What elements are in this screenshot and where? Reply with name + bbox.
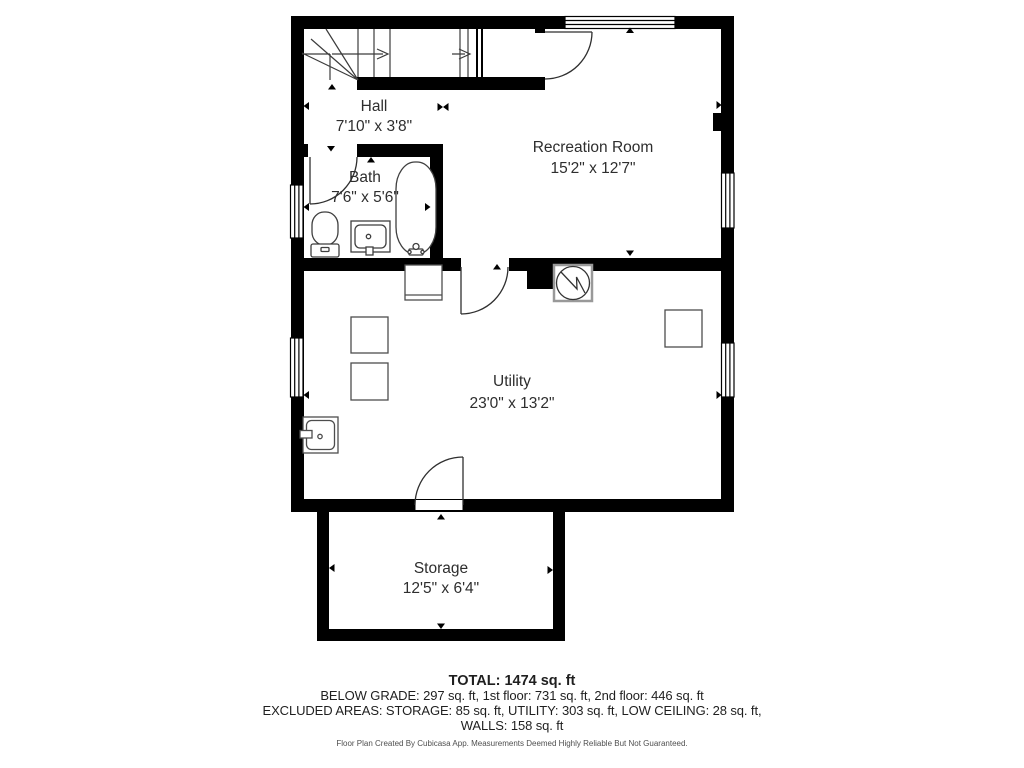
counter-appliance (405, 265, 442, 300)
wall-storage-left (317, 512, 329, 641)
room-dimensions: 15'2" x 12'7" (550, 160, 636, 177)
wall-stair-stub-top (535, 29, 545, 33)
marker-left-icon (304, 391, 310, 399)
marker-up-icon (437, 514, 445, 520)
walls-area-text: WALLS: 158 sq. ft (460, 717, 564, 733)
marker-left-icon (304, 203, 310, 211)
room-label-recreation (533, 139, 654, 177)
room-label-storage (403, 560, 479, 597)
marker-down-icon (626, 251, 634, 257)
wall-bath-top-a (291, 144, 308, 157)
marker-down-icon (437, 624, 445, 630)
disclaimer-text: Floor Plan Created By Cubicasa App. Measurements Deemed Highly Reliable But Not Guaranteed. (336, 739, 688, 749)
room-label-utility (469, 373, 554, 412)
window-right-recreation (722, 173, 735, 228)
marker-up-icon (493, 264, 501, 270)
appliance-square (351, 363, 388, 400)
wall-storage-right (553, 512, 565, 641)
marker-down-icon (327, 146, 335, 152)
window-right-utility (722, 343, 735, 397)
marker-up-icon (367, 157, 375, 163)
stair-direction-arrows (332, 49, 470, 59)
appliance-square (665, 310, 702, 347)
bathtub-icon (396, 162, 436, 255)
toilet-icon (311, 212, 339, 257)
door-stairs-to-recreation (545, 32, 592, 79)
laundry-tub-icon (300, 417, 338, 453)
marker-up-icon (328, 84, 336, 90)
area-summary (0, 673, 1024, 748)
excluded-areas-text: EXCLUDED AREAS: STORAGE: 85 sq. ft, UTILITY: 303 sq. ft, LOW CEILING: 28 sq. ft, (262, 702, 762, 718)
room-name: Bath (349, 169, 381, 186)
sink-icon (351, 221, 390, 255)
wall-storage-bottom (317, 629, 565, 641)
marker-right-icon (717, 391, 722, 399)
room-dimensions: 23'0" x 13'2" (469, 395, 555, 412)
room-label-hall (336, 98, 412, 135)
room-dimensions: 12'5" x 6'4" (402, 580, 480, 597)
room-name: Storage (413, 560, 469, 577)
room-dimensions: 7'10" x 3'8" (335, 118, 413, 135)
room-label-bath (331, 169, 399, 206)
marker-right-icon (548, 566, 554, 574)
total-area-text: TOTAL: 1474 sq. ft (448, 673, 576, 689)
window-top-recreation (565, 17, 675, 29)
wall-stair-stub-bottom (535, 79, 545, 90)
appliance-square (351, 317, 388, 353)
stair-divider (477, 29, 482, 77)
window-left-utility (291, 338, 304, 397)
marker-double-icon (438, 103, 449, 111)
stair-treads (358, 29, 468, 77)
wall-bump (713, 113, 722, 131)
water-heater-icon (554, 265, 592, 301)
marker-left-icon (329, 564, 335, 572)
chimney-block (527, 262, 553, 289)
marker-right-icon (717, 101, 722, 109)
room-dimensions: 7'6" x 5'6" (331, 189, 399, 206)
wall-hall-top (357, 77, 545, 90)
utility-fixtures (300, 265, 702, 453)
room-name: Utility (493, 373, 531, 390)
room-name: Hall (360, 98, 388, 115)
window-left-bath (291, 185, 304, 238)
stairs (302, 29, 482, 80)
door-recreation-to-utility (461, 267, 508, 314)
wall-bottom (291, 499, 734, 512)
below-grade-text: BELOW GRADE: 297 sq. ft, 1st floor: 731 sq. ft, 2nd floor: 446 sq. ft (320, 688, 704, 703)
marker-left-icon (304, 102, 310, 110)
room-name: Recreation Room (532, 139, 654, 156)
door-utility-to-storage (415, 457, 463, 511)
